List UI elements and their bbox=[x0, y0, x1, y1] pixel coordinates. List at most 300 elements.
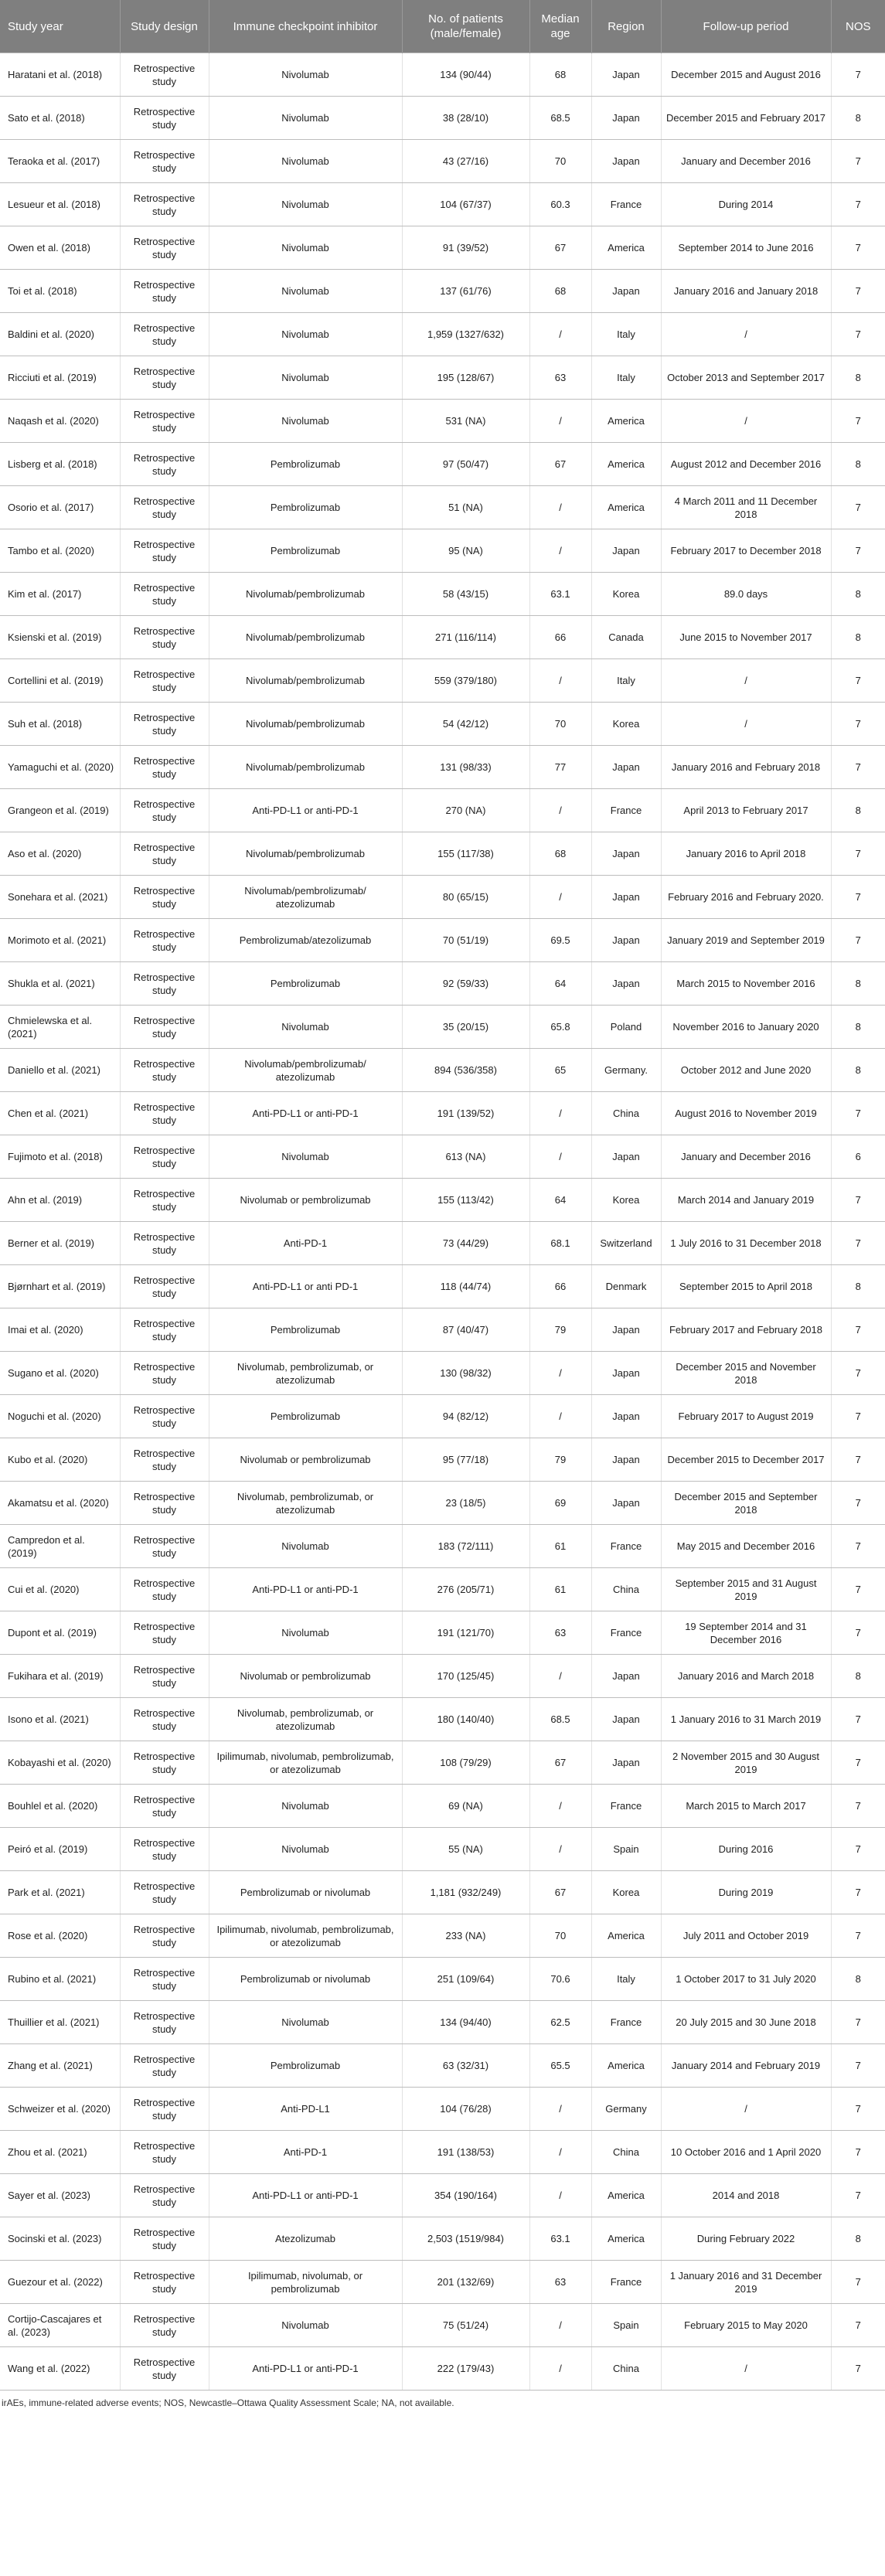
follow-up-cell: 89.0 days bbox=[661, 573, 831, 616]
study-design-cell: Retrospective study bbox=[120, 1179, 209, 1222]
study-year-cell: Sugano et al. (2020) bbox=[0, 1352, 120, 1395]
table-row bbox=[0, 1655, 885, 1698]
study-design-cell: Retrospective study bbox=[120, 2217, 209, 2261]
table-row bbox=[0, 1006, 885, 1049]
study-design-cell: Retrospective study bbox=[120, 832, 209, 876]
study-design-cell: Retrospective study bbox=[120, 1352, 209, 1395]
median-age-cell: 61 bbox=[529, 1525, 591, 1568]
table-row bbox=[0, 1914, 885, 1958]
study-design-cell: Retrospective study bbox=[120, 1395, 209, 1438]
inhibitor-cell: Nivolumab bbox=[209, 1525, 402, 1568]
table-row bbox=[0, 832, 885, 876]
region-cell: America bbox=[591, 400, 661, 443]
table-row bbox=[0, 1611, 885, 1655]
patients-cell: 531 (NA) bbox=[402, 400, 529, 443]
region-cell: Japan bbox=[591, 270, 661, 313]
nos-cell: 8 bbox=[831, 1958, 885, 2001]
nos-cell: 7 bbox=[831, 1785, 885, 1828]
region-cell: Japan bbox=[591, 1698, 661, 1741]
study-year-cell: Osorio et al. (2017) bbox=[0, 486, 120, 529]
median-age-cell: 66 bbox=[529, 616, 591, 659]
median-age-cell: / bbox=[529, 1655, 591, 1698]
nos-cell: 7 bbox=[831, 832, 885, 876]
inhibitor-cell: Anti-PD-L1 or anti-PD-1 bbox=[209, 789, 402, 832]
median-age-cell: 69.5 bbox=[529, 919, 591, 962]
patients-cell: 559 (379/180) bbox=[402, 659, 529, 703]
table-row bbox=[0, 1179, 885, 1222]
patients-cell: 195 (128/67) bbox=[402, 356, 529, 400]
inhibitor-cell: Nivolumab bbox=[209, 400, 402, 443]
table-row bbox=[0, 270, 885, 313]
median-age-cell: 68 bbox=[529, 270, 591, 313]
median-age-cell: 68.5 bbox=[529, 97, 591, 140]
patients-cell: 155 (117/38) bbox=[402, 832, 529, 876]
nos-cell: 7 bbox=[831, 53, 885, 97]
table-row bbox=[0, 1525, 885, 1568]
region-cell: Japan bbox=[591, 1741, 661, 1785]
follow-up-cell: 20 July 2015 and 30 June 2018 bbox=[661, 2001, 831, 2044]
nos-cell: 7 bbox=[831, 1828, 885, 1871]
study-design-cell: Retrospective study bbox=[120, 876, 209, 919]
patients-cell: 2,503 (1519/984) bbox=[402, 2217, 529, 2261]
region-cell: Canada bbox=[591, 616, 661, 659]
patients-cell: 118 (44/74) bbox=[402, 1265, 529, 1308]
study-year-cell: Kubo et al. (2020) bbox=[0, 1438, 120, 1482]
region-cell: America bbox=[591, 443, 661, 486]
study-design-cell: Retrospective study bbox=[120, 2131, 209, 2174]
follow-up-cell: 1 October 2017 to 31 July 2020 bbox=[661, 1958, 831, 2001]
nos-cell: 7 bbox=[831, 2347, 885, 2391]
median-age-cell: 63.1 bbox=[529, 573, 591, 616]
patients-cell: 73 (44/29) bbox=[402, 1222, 529, 1265]
study-year-cell: Ricciuti et al. (2019) bbox=[0, 356, 120, 400]
median-age-cell: 63 bbox=[529, 356, 591, 400]
inhibitor-cell: Nivolumab/pembrolizumab bbox=[209, 573, 402, 616]
table-row bbox=[0, 1395, 885, 1438]
study-design-cell: Retrospective study bbox=[120, 2088, 209, 2131]
median-age-cell: / bbox=[529, 1135, 591, 1179]
median-age-cell: / bbox=[529, 1352, 591, 1395]
patients-cell: 69 (NA) bbox=[402, 1785, 529, 1828]
study-year-cell: Peiró et al. (2019) bbox=[0, 1828, 120, 1871]
follow-up-cell: April 2013 to February 2017 bbox=[661, 789, 831, 832]
patients-cell: 233 (NA) bbox=[402, 1914, 529, 1958]
header-nos: NOS bbox=[831, 0, 885, 53]
study-year-cell: Morimoto et al. (2021) bbox=[0, 919, 120, 962]
header-study-design: Study design bbox=[120, 0, 209, 53]
median-age-cell: 77 bbox=[529, 746, 591, 789]
follow-up-cell: December 2015 and February 2017 bbox=[661, 97, 831, 140]
nos-cell: 8 bbox=[831, 356, 885, 400]
table-row bbox=[0, 919, 885, 962]
follow-up-cell: / bbox=[661, 400, 831, 443]
study-year-cell: Cui et al. (2020) bbox=[0, 1568, 120, 1611]
study-design-cell: Retrospective study bbox=[120, 1308, 209, 1352]
follow-up-cell: March 2014 and January 2019 bbox=[661, 1179, 831, 1222]
nos-cell: 7 bbox=[831, 2088, 885, 2131]
nos-cell: 7 bbox=[831, 1698, 885, 1741]
patients-cell: 134 (90/44) bbox=[402, 53, 529, 97]
table-row bbox=[0, 400, 885, 443]
table-row bbox=[0, 1482, 885, 1525]
follow-up-cell: During 2014 bbox=[661, 183, 831, 226]
study-design-cell: Retrospective study bbox=[120, 2174, 209, 2217]
study-design-cell: Retrospective study bbox=[120, 529, 209, 573]
patients-cell: 35 (20/15) bbox=[402, 1006, 529, 1049]
study-design-cell: Retrospective study bbox=[120, 2044, 209, 2088]
study-design-cell: Retrospective study bbox=[120, 53, 209, 97]
patients-cell: 1,181 (932/249) bbox=[402, 1871, 529, 1914]
patients-cell: 183 (72/111) bbox=[402, 1525, 529, 1568]
median-age-cell: 67 bbox=[529, 226, 591, 270]
median-age-cell: 70 bbox=[529, 703, 591, 746]
table-row bbox=[0, 1265, 885, 1308]
patients-cell: 63 (32/31) bbox=[402, 2044, 529, 2088]
study-year-cell: Zhou et al. (2021) bbox=[0, 2131, 120, 2174]
follow-up-cell: During 2019 bbox=[661, 1871, 831, 1914]
median-age-cell: 65.8 bbox=[529, 1006, 591, 1049]
median-age-cell: / bbox=[529, 659, 591, 703]
study-year-cell: Berner et al. (2019) bbox=[0, 1222, 120, 1265]
patients-cell: 43 (27/16) bbox=[402, 140, 529, 183]
patients-cell: 354 (190/164) bbox=[402, 2174, 529, 2217]
region-cell: Denmark bbox=[591, 1265, 661, 1308]
study-design-cell: Retrospective study bbox=[120, 1741, 209, 1785]
study-design-cell: Retrospective study bbox=[120, 919, 209, 962]
follow-up-cell: September 2015 and 31 August 2019 bbox=[661, 1568, 831, 1611]
table-row bbox=[0, 2174, 885, 2217]
study-year-cell: Bjørnhart et al. (2019) bbox=[0, 1265, 120, 1308]
inhibitor-cell: Nivolumab bbox=[209, 1135, 402, 1179]
study-design-cell: Retrospective study bbox=[120, 2347, 209, 2391]
inhibitor-cell: Pembrolizumab bbox=[209, 486, 402, 529]
median-age-cell: 70.6 bbox=[529, 1958, 591, 2001]
inhibitor-cell: Pembrolizumab bbox=[209, 962, 402, 1006]
follow-up-cell: 2 November 2015 and 30 August 2019 bbox=[661, 1741, 831, 1785]
inhibitor-cell: Ipilimumab, nivolumab, or pembrolizumab bbox=[209, 2261, 402, 2304]
nos-cell: 7 bbox=[831, 2131, 885, 2174]
follow-up-cell: August 2012 and December 2016 bbox=[661, 443, 831, 486]
patients-cell: 70 (51/19) bbox=[402, 919, 529, 962]
nos-cell: 7 bbox=[831, 1438, 885, 1482]
nos-cell: 7 bbox=[831, 486, 885, 529]
study-design-cell: Retrospective study bbox=[120, 1006, 209, 1049]
study-design-cell: Retrospective study bbox=[120, 313, 209, 356]
inhibitor-cell: Nivolumab/pembrolizumab/ atezolizumab bbox=[209, 876, 402, 919]
study-design-cell: Retrospective study bbox=[120, 2304, 209, 2347]
inhibitor-cell: Nivolumab bbox=[209, 1785, 402, 1828]
inhibitor-cell: Anti-PD-1 bbox=[209, 2131, 402, 2174]
inhibitor-cell: Nivolumab or pembrolizumab bbox=[209, 1655, 402, 1698]
nos-cell: 8 bbox=[831, 1265, 885, 1308]
study-year-cell: Akamatsu et al. (2020) bbox=[0, 1482, 120, 1525]
patients-cell: 137 (61/76) bbox=[402, 270, 529, 313]
patients-cell: 87 (40/47) bbox=[402, 1308, 529, 1352]
study-design-cell: Retrospective study bbox=[120, 1655, 209, 1698]
study-design-cell: Retrospective study bbox=[120, 1222, 209, 1265]
study-year-cell: Noguchi et al. (2020) bbox=[0, 1395, 120, 1438]
follow-up-cell: October 2013 and September 2017 bbox=[661, 356, 831, 400]
study-design-cell: Retrospective study bbox=[120, 703, 209, 746]
inhibitor-cell: Nivolumab bbox=[209, 313, 402, 356]
median-age-cell: 63 bbox=[529, 1611, 591, 1655]
median-age-cell: / bbox=[529, 1395, 591, 1438]
study-year-cell: Baldini et al. (2020) bbox=[0, 313, 120, 356]
inhibitor-cell: Nivolumab bbox=[209, 140, 402, 183]
nos-cell: 7 bbox=[831, 1741, 885, 1785]
study-year-cell: Park et al. (2021) bbox=[0, 1871, 120, 1914]
table-row bbox=[0, 1092, 885, 1135]
study-design-cell: Retrospective study bbox=[120, 1785, 209, 1828]
region-cell: Spain bbox=[591, 1828, 661, 1871]
study-design-cell: Retrospective study bbox=[120, 1828, 209, 1871]
inhibitor-cell: Nivolumab bbox=[209, 97, 402, 140]
follow-up-cell: 19 September 2014 and 31 December 2016 bbox=[661, 1611, 831, 1655]
nos-cell: 7 bbox=[831, 1611, 885, 1655]
region-cell: Japan bbox=[591, 529, 661, 573]
study-year-cell: Fujimoto et al. (2018) bbox=[0, 1135, 120, 1179]
nos-cell: 7 bbox=[831, 400, 885, 443]
patients-cell: 191 (138/53) bbox=[402, 2131, 529, 2174]
table-row bbox=[0, 703, 885, 746]
patients-cell: 94 (82/12) bbox=[402, 1395, 529, 1438]
study-design-cell: Retrospective study bbox=[120, 356, 209, 400]
follow-up-cell: During 2016 bbox=[661, 1828, 831, 1871]
patients-cell: 180 (140/40) bbox=[402, 1698, 529, 1741]
study-year-cell: Ksienski et al. (2019) bbox=[0, 616, 120, 659]
median-age-cell: / bbox=[529, 876, 591, 919]
study-design-cell: Retrospective study bbox=[120, 659, 209, 703]
table-row bbox=[0, 356, 885, 400]
patients-cell: 97 (50/47) bbox=[402, 443, 529, 486]
study-year-cell: Zhang et al. (2021) bbox=[0, 2044, 120, 2088]
study-year-cell: Owen et al. (2018) bbox=[0, 226, 120, 270]
follow-up-cell: February 2017 to December 2018 bbox=[661, 529, 831, 573]
patients-cell: 130 (98/32) bbox=[402, 1352, 529, 1395]
median-age-cell: / bbox=[529, 313, 591, 356]
follow-up-cell: November 2016 to January 2020 bbox=[661, 1006, 831, 1049]
study-design-cell: Retrospective study bbox=[120, 1265, 209, 1308]
patients-cell: 170 (125/45) bbox=[402, 1655, 529, 1698]
nos-cell: 7 bbox=[831, 183, 885, 226]
table-row bbox=[0, 2044, 885, 2088]
inhibitor-cell: Nivolumab/pembrolizumab bbox=[209, 832, 402, 876]
median-age-cell: / bbox=[529, 400, 591, 443]
table-row bbox=[0, 616, 885, 659]
follow-up-cell: March 2015 to March 2017 bbox=[661, 1785, 831, 1828]
region-cell: Japan bbox=[591, 746, 661, 789]
study-design-cell: Retrospective study bbox=[120, 270, 209, 313]
inhibitor-cell: Anti-PD-L1 or anti-PD-1 bbox=[209, 1568, 402, 1611]
follow-up-cell: September 2014 to June 2016 bbox=[661, 226, 831, 270]
study-design-cell: Retrospective study bbox=[120, 443, 209, 486]
region-cell: France bbox=[591, 1611, 661, 1655]
median-age-cell: / bbox=[529, 789, 591, 832]
study-design-cell: Retrospective study bbox=[120, 962, 209, 1006]
region-cell: Japan bbox=[591, 1352, 661, 1395]
median-age-cell: / bbox=[529, 2174, 591, 2217]
study-year-cell: Teraoka et al. (2017) bbox=[0, 140, 120, 183]
inhibitor-cell: Ipilimumab, nivolumab, pembrolizumab, or atezolizumab bbox=[209, 1914, 402, 1958]
follow-up-cell: January 2019 and September 2019 bbox=[661, 919, 831, 962]
study-year-cell: Fukihara et al. (2019) bbox=[0, 1655, 120, 1698]
median-age-cell: 68 bbox=[529, 832, 591, 876]
header-study-year: Study year bbox=[0, 0, 120, 53]
patients-cell: 104 (76/28) bbox=[402, 2088, 529, 2131]
follow-up-cell: 1 January 2016 to 31 March 2019 bbox=[661, 1698, 831, 1741]
study-design-cell: Retrospective study bbox=[120, 1135, 209, 1179]
inhibitor-cell: Nivolumab/pembrolizumab bbox=[209, 746, 402, 789]
study-year-cell: Sato et al. (2018) bbox=[0, 97, 120, 140]
follow-up-cell: / bbox=[661, 2347, 831, 2391]
study-design-cell: Retrospective study bbox=[120, 573, 209, 616]
study-year-cell: Bouhlel et al. (2020) bbox=[0, 1785, 120, 1828]
median-age-cell: 66 bbox=[529, 1265, 591, 1308]
study-design-cell: Retrospective study bbox=[120, 1092, 209, 1135]
patients-cell: 104 (67/37) bbox=[402, 183, 529, 226]
nos-cell: 7 bbox=[831, 226, 885, 270]
inhibitor-cell: Pembrolizumab bbox=[209, 529, 402, 573]
region-cell: France bbox=[591, 1785, 661, 1828]
table-body bbox=[0, 53, 885, 2391]
patients-cell: 58 (43/15) bbox=[402, 573, 529, 616]
region-cell: China bbox=[591, 1092, 661, 1135]
nos-cell: 7 bbox=[831, 876, 885, 919]
median-age-cell: / bbox=[529, 529, 591, 573]
nos-cell: 7 bbox=[831, 703, 885, 746]
table-row bbox=[0, 1352, 885, 1395]
study-design-cell: Retrospective study bbox=[120, 746, 209, 789]
region-cell: Italy bbox=[591, 659, 661, 703]
study-design-cell: Retrospective study bbox=[120, 97, 209, 140]
region-cell: China bbox=[591, 2131, 661, 2174]
study-year-cell: Guezour et al. (2022) bbox=[0, 2261, 120, 2304]
nos-cell: 7 bbox=[831, 1914, 885, 1958]
region-cell: France bbox=[591, 789, 661, 832]
region-cell: Germany bbox=[591, 2088, 661, 2131]
median-age-cell: 67 bbox=[529, 1741, 591, 1785]
study-year-cell: Sonehara et al. (2021) bbox=[0, 876, 120, 919]
table-row bbox=[0, 1135, 885, 1179]
patients-cell: 155 (113/42) bbox=[402, 1179, 529, 1222]
nos-cell: 7 bbox=[831, 2261, 885, 2304]
nos-cell: 8 bbox=[831, 962, 885, 1006]
nos-cell: 8 bbox=[831, 1655, 885, 1698]
patients-cell: 201 (132/69) bbox=[402, 2261, 529, 2304]
follow-up-cell: / bbox=[661, 2088, 831, 2131]
study-year-cell: Schweizer et al. (2020) bbox=[0, 2088, 120, 2131]
study-design-cell: Retrospective study bbox=[120, 1611, 209, 1655]
region-cell: Korea bbox=[591, 703, 661, 746]
table-header bbox=[0, 0, 885, 53]
table-row bbox=[0, 2001, 885, 2044]
study-year-cell: Kobayashi et al. (2020) bbox=[0, 1741, 120, 1785]
inhibitor-cell: Nivolumab bbox=[209, 1611, 402, 1655]
study-design-cell: Retrospective study bbox=[120, 2261, 209, 2304]
table-row bbox=[0, 140, 885, 183]
follow-up-cell: During February 2022 bbox=[661, 2217, 831, 2261]
follow-up-cell: February 2017 and February 2018 bbox=[661, 1308, 831, 1352]
inhibitor-cell: Nivolumab bbox=[209, 356, 402, 400]
nos-cell: 7 bbox=[831, 1179, 885, 1222]
median-age-cell: 68 bbox=[529, 53, 591, 97]
follow-up-cell: / bbox=[661, 703, 831, 746]
table-row bbox=[0, 2347, 885, 2391]
nos-cell: 8 bbox=[831, 1006, 885, 1049]
region-cell: China bbox=[591, 2347, 661, 2391]
region-cell: Japan bbox=[591, 1135, 661, 1179]
region-cell: Japan bbox=[591, 962, 661, 1006]
table-row bbox=[0, 1308, 885, 1352]
study-year-cell: Imai et al. (2020) bbox=[0, 1308, 120, 1352]
region-cell: Korea bbox=[591, 1179, 661, 1222]
study-year-cell: Toi et al. (2018) bbox=[0, 270, 120, 313]
median-age-cell: / bbox=[529, 2347, 591, 2391]
inhibitor-cell: Pembrolizumab or nivolumab bbox=[209, 1871, 402, 1914]
region-cell: France bbox=[591, 2261, 661, 2304]
region-cell: America bbox=[591, 1914, 661, 1958]
follow-up-cell: January and December 2016 bbox=[661, 1135, 831, 1179]
table-row bbox=[0, 789, 885, 832]
table-row bbox=[0, 1438, 885, 1482]
median-age-cell: 64 bbox=[529, 1179, 591, 1222]
inhibitor-cell: Pembrolizumab bbox=[209, 1395, 402, 1438]
inhibitor-cell: Nivolumab bbox=[209, 1828, 402, 1871]
study-design-cell: Retrospective study bbox=[120, 140, 209, 183]
table-row bbox=[0, 97, 885, 140]
table-row bbox=[0, 2131, 885, 2174]
nos-cell: 6 bbox=[831, 1135, 885, 1179]
patients-cell: 191 (121/70) bbox=[402, 1611, 529, 1655]
nos-cell: 7 bbox=[831, 1568, 885, 1611]
patients-cell: 251 (109/64) bbox=[402, 1958, 529, 2001]
table-row bbox=[0, 2304, 885, 2347]
inhibitor-cell: Pembrolizumab bbox=[209, 443, 402, 486]
follow-up-cell: December 2015 and November 2018 bbox=[661, 1352, 831, 1395]
region-cell: Japan bbox=[591, 140, 661, 183]
header-patients: No. of patients (male/female) bbox=[402, 0, 529, 53]
region-cell: Spain bbox=[591, 2304, 661, 2347]
region-cell: Switzerland bbox=[591, 1222, 661, 1265]
follow-up-cell: 2014 and 2018 bbox=[661, 2174, 831, 2217]
inhibitor-cell: Nivolumab bbox=[209, 2304, 402, 2347]
inhibitor-cell: Nivolumab or pembrolizumab bbox=[209, 1179, 402, 1222]
inhibitor-cell: Pembrolizumab or nivolumab bbox=[209, 1958, 402, 2001]
median-age-cell: 65 bbox=[529, 1049, 591, 1092]
follow-up-cell: January 2016 and January 2018 bbox=[661, 270, 831, 313]
follow-up-cell: May 2015 and December 2016 bbox=[661, 1525, 831, 1568]
nos-cell: 8 bbox=[831, 1049, 885, 1092]
region-cell: China bbox=[591, 1568, 661, 1611]
nos-cell: 7 bbox=[831, 1871, 885, 1914]
follow-up-cell: February 2016 and February 2020. bbox=[661, 876, 831, 919]
study-year-cell: Rose et al. (2020) bbox=[0, 1914, 120, 1958]
follow-up-cell: March 2015 to November 2016 bbox=[661, 962, 831, 1006]
median-age-cell: 60.3 bbox=[529, 183, 591, 226]
region-cell: Japan bbox=[591, 919, 661, 962]
region-cell: Italy bbox=[591, 356, 661, 400]
median-age-cell: 64 bbox=[529, 962, 591, 1006]
region-cell: Japan bbox=[591, 53, 661, 97]
study-year-cell: Haratani et al. (2018) bbox=[0, 53, 120, 97]
study-year-cell: Naqash et al. (2020) bbox=[0, 400, 120, 443]
study-year-cell: Campredon et al. (2019) bbox=[0, 1525, 120, 1568]
study-design-cell: Retrospective study bbox=[120, 1871, 209, 1914]
inhibitor-cell: Anti-PD-L1 or anti-PD-1 bbox=[209, 2174, 402, 2217]
follow-up-cell: January and December 2016 bbox=[661, 140, 831, 183]
patients-cell: 270 (NA) bbox=[402, 789, 529, 832]
region-cell: Germany. bbox=[591, 1049, 661, 1092]
